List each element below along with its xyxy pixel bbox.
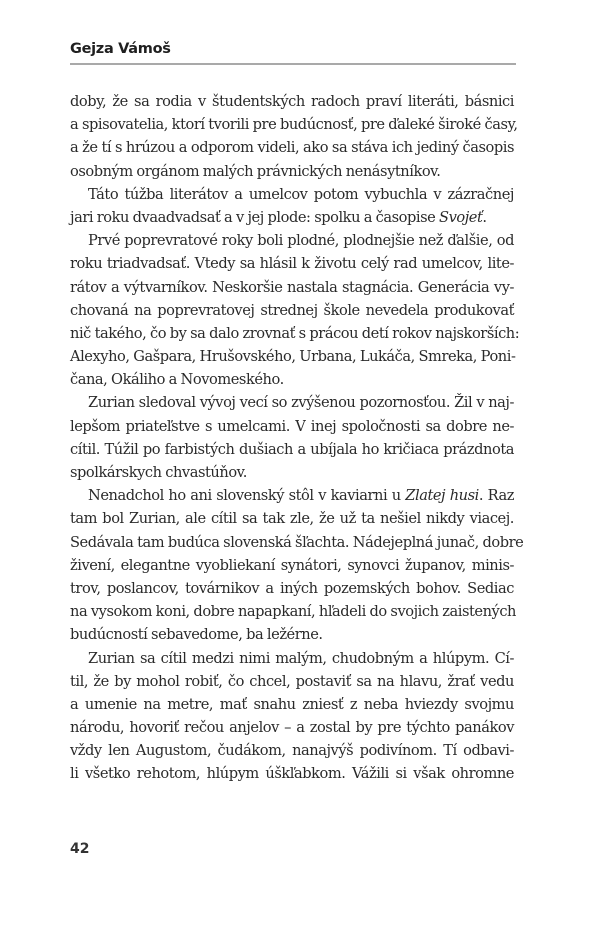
paragraph-first-line: Zurian sa cítil medzi nimi malým, chudobným a hlúpym. Cí- <box>88 649 514 667</box>
paragraph-first-line <box>70 484 514 507</box>
text-line: til, že by mohol robiť, čo chcel, postaviť sa na hlavu, žrať vedu <box>70 672 514 690</box>
text-line: nič takého, čo by sa dalo zrovnať s prácou detí rokov najskorších: <box>70 324 520 342</box>
italic-title: Svojeť <box>439 208 483 226</box>
text-line: národu, hovoriť rečou anjelov – a zostal by pre týchto panákov <box>70 719 514 737</box>
text-line: trov, poslancov, továrnikov a iných pozemských bohov. Sediac <box>70 579 514 597</box>
paragraph-first-line: Prvé poprevratové roky boli plodné, plodnejšie než ďalšie, od <box>88 232 514 250</box>
text-line: Sedávala tam budúca slovenská šľachta. Nádejeplná junač, dobre <box>70 533 524 551</box>
text-line: li všetko rehotom, hlúpym úškľabkom. Vážili si však ohromne <box>70 765 514 783</box>
paragraph-first-line: Táto túžba literátov a umelcov potom vybuchla v zázračnej <box>88 185 514 203</box>
text-line: tam bol Zurian, ale cítil sa tak zle, že už ta nešiel nikdy viacej. <box>70 510 514 528</box>
header-rule <box>70 63 516 65</box>
text-line: lepšom priateľstve s umelcami. V inej spoločnosti sa dobre ne- <box>70 417 514 435</box>
text-segment: . <box>482 208 487 226</box>
text-line: osobným orgánom malých právnických nenásytníkov. <box>70 162 441 180</box>
italic-title: Zlatej husi <box>405 487 479 505</box>
text-line <box>70 206 514 229</box>
text-segment: . Raz <box>478 487 514 505</box>
text-line: rátov a výtvarníkov. Neskoršie nastala stagnácia. Generácia vy- <box>70 278 514 296</box>
text-line: cítil. Túžil po farbistých dušiach a ubíjala ho kričiaca prázdnota <box>70 440 514 458</box>
text-line: chovaná na poprevratovej strednej škole nevedela produkovať <box>70 301 514 319</box>
text-line: budúcností sebavedome, ba ležérne. <box>70 626 323 644</box>
text-line: spolkárskych chvastúňov. <box>70 464 247 481</box>
text-line: a že tí s hrúzou a odporom videli, ako sa stáva ich jediný časopis <box>70 139 514 157</box>
text-line: Alexyho, Gašpara, Hrušovského, Urbana, Lukáča, Smreka, Poni- <box>70 348 516 366</box>
paragraph-first-line: Zurian sledoval vývoj vecí so zvýšenou pozornosťou. Žil v naj- <box>88 394 514 412</box>
body-text <box>70 90 524 786</box>
text-line: čana, Okáliho a Novomeského. <box>70 371 284 389</box>
page-number: 42 <box>70 841 90 857</box>
text-segment: jari roku dvaadvadsať a v jej plode: spolku a časopise <box>70 208 440 226</box>
text-line: a spisovatelia, ktorí tvorili pre budúcnosť, pre ďaleké široké časy, <box>70 116 518 134</box>
text-line: doby, že sa rodia v študentských radoch praví literáti, básnici <box>70 93 514 110</box>
text-line: živení, elegantne vyobliekaní synátori, synovci županov, minis- <box>70 556 514 574</box>
text-line: vždy len Augustom, čudákom, nanajvýš podivínom. Tí odbavi- <box>70 742 514 760</box>
text-line: roku triadvadsať. Vtedy sa hlásil k životu celý rad umelcov, lite- <box>70 255 514 273</box>
text-line: a umenie na metre, mať snahu zniesť z neba hviezdy svojmu <box>70 695 514 713</box>
text-line: na vysokom koni, dobre napapkaní, hľadeli do svojich zaistených <box>70 603 517 621</box>
text-segment: Nenadchol ho ani slovenský stôl v kaviarni u <box>88 487 406 505</box>
running-head-author: Gejza Vámoš <box>70 41 171 57</box>
